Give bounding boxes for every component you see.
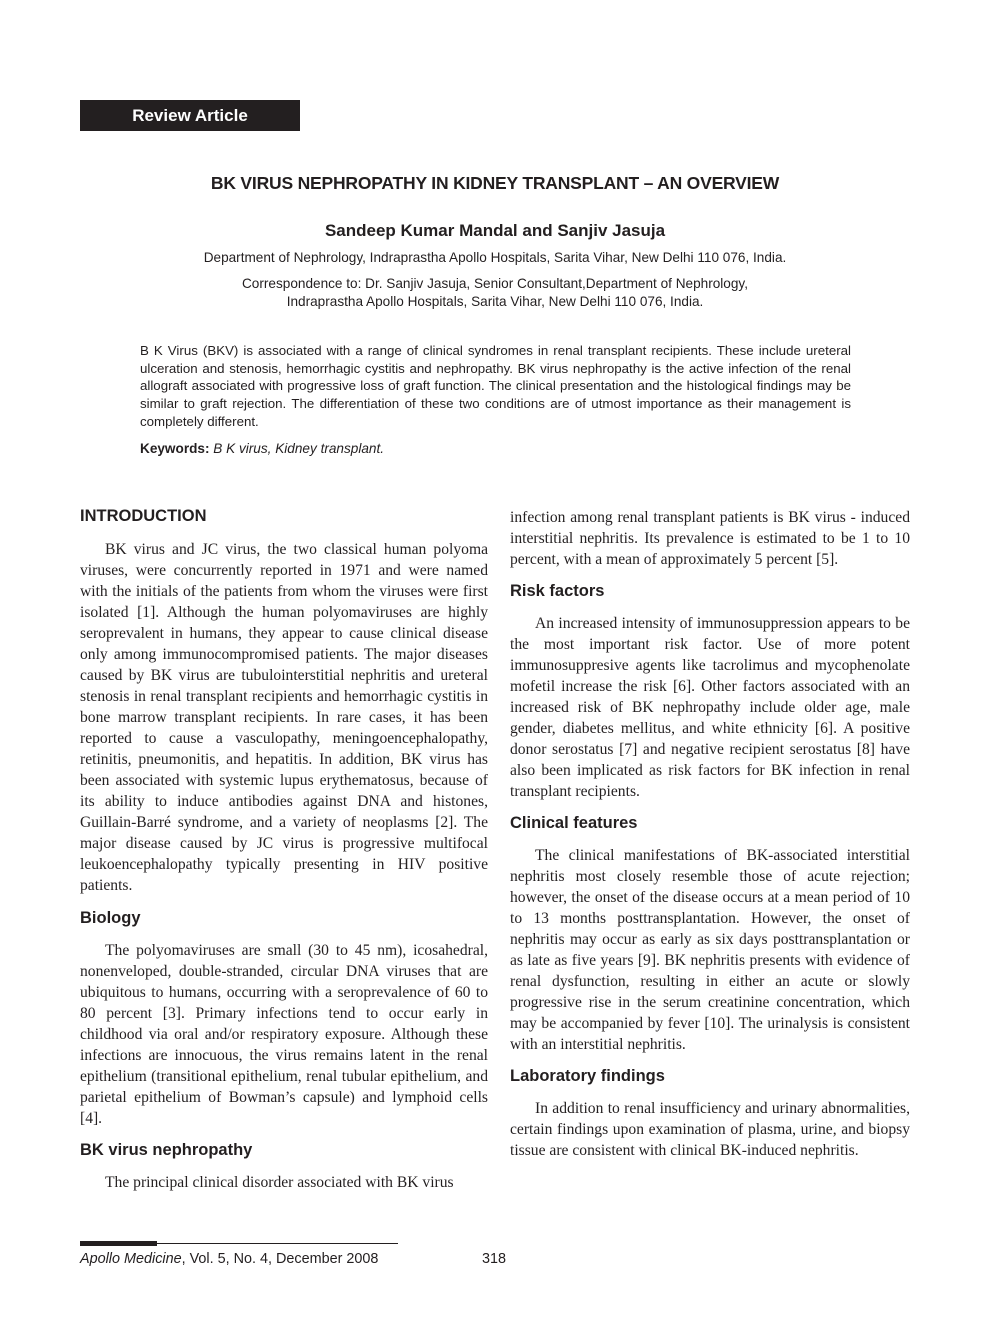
article-type-badge: Review Article — [80, 100, 300, 131]
journal-volume: , Vol. 5, No. 4, December 2008 — [181, 1251, 379, 1267]
section-heading-bk-nephropathy: BK virus nephropathy — [80, 1141, 253, 1159]
section-heading-clinical-features: Clinical features — [510, 814, 638, 832]
correspondence — [0, 275, 990, 311]
correspondence-line-1: Correspondence to: Dr. Sanjiv Jasuja, Senior Consultant,Department of Nephrology, — [241, 276, 748, 291]
risk-factors-text: An increased intensity of immunosuppression appears to be the most important risk factor. Use of more potent immunosuppresive agents like tacrolimus and mycophenolate mofetil increase the risk [6]. Other factors associated with an increased risk of BK nephropathy include older age, male gender, diabetes mellitus, and white ethnicity [6]. A positive donor serostatus [7] and negative recipient serostatus [8] have also been implicated as risk factors for BK infection in renal transplant recipients. — [510, 615, 910, 800]
bk-nephropathy-text: The principal clinical disorder associated with BK virus — [105, 1174, 454, 1191]
correspondence-line-2: Indraprastha Apollo Hospitals, Sarita Vihar, New Delhi 110 076, India. — [286, 294, 704, 309]
clinical-features-text: The clinical manifestations of BK-associated interstitial nephritis most closely resemble those of acute rejection; however, the onset of the disease occurs at a mean period of 10 to 13 months posttransplantation. However, the onset of nephritis may occur as early as six days posttransplantation or as late as five years [9]. BK nephritis presents with evidence of renal dysfunction, resulting in either an acute or slowly progressive rise in the serum creatinine concentration, which may be accompanied by fever [10]. The urinalysis is consistent with an interstitial nephritis. — [510, 847, 910, 1053]
right-column — [510, 507, 910, 1161]
section-heading-biology: Biology — [80, 909, 141, 927]
biology-text: The polyomaviruses are small (30 to 45 nm), icosahedral, nonenveloped, double-stranded, circular DNA viruses that are ubiquitous to humans, occurring with a seroprevalence of 60 to 80 percent [3]. Primary infections tend to occur early in childhood via oral and/or respiratory exposure. Although these infections are innocuous, the virus remains latent in the renal epithelium (transitional epithelium, renal tubular epithelium, and parietal epithelium of Bowman’s capsule) and lymphoid cells [4]. — [80, 942, 488, 1127]
footer-citation — [80, 1251, 378, 1267]
journal-name: Apollo Medicine — [80, 1251, 182, 1267]
keywords-label: Keywords: — [140, 441, 210, 456]
continuation-text: infection among renal transplant patients is BK virus - induced interstitial nephritis. Its prevalence is estimated to be 1 to 10 percent, with a mean of approximately 5 percent [5]. — [510, 509, 910, 568]
section-heading-risk-factors: Risk factors — [510, 582, 605, 600]
page-number: 318 — [482, 1251, 507, 1267]
abstract: B K Virus (BKV) is associated with a range of clinical syndromes in renal transplant recipients. These include ureteral ulceration and stenosis, hemorrhagic cystitis and nephropathy. BK virus nephropathy is the active infection of the renal allograft associated with progressive loss of graft function. The clinical presentation and the histological findings may be similar to graft rejection. The differentiation of these two conditions are of utmost importance as their management is completely different. — [140, 343, 851, 429]
footer-rule-accent — [80, 1241, 157, 1246]
laboratory-findings-text: In addition to renal insufficiency and urinary abnormalities, certain findings upon examination of plasma, urine, and biopsy tissue are consistent with clinical BK-induced nephritis. — [510, 1100, 910, 1159]
introduction-text: BK virus and JC virus, the two classical human polyoma viruses, were concurrently reported in 1971 and were named with the initials of the patients from whom the viruses were first isolated [1]. Although the human polyomaviruses are highly seroprevalent in humans, they appear to cause clinical disease only among immunocompromised patients. The major diseases caused by BK virus are tubulointerstitial nephritis and ureteral stenosis in renal transplant recipients and hemorrhagic cystitis in bone marrow transplant recipients. In rare cases, it has been reported to cause a vasculopathy, meningoencephalopathy, retinitis, pneumonitis, and hepatitis. In addition, BK virus has been associated with systemic lupus erythematosus, because of its ability to induce antibodies against DNA and histones, Guillain-Barré syndrome, and a variety of neoplasms [2]. The major disease caused by JC virus is progressive multifocal leukoencephalopathy typically presenting in HIV positive patients. — [80, 541, 488, 894]
keywords-value: B K virus, Kidney transplant. — [213, 441, 385, 456]
affiliation: Department of Nephrology, Indraprastha Apollo Hospitals, Sarita Vihar, New Delhi 110 076, India. — [203, 250, 787, 265]
keywords — [140, 441, 384, 456]
section-heading-introduction: INTRODUCTION — [80, 507, 207, 525]
authors: Sandeep Kumar Mandal and Sanjiv Jasuja — [324, 221, 666, 240]
article-title: BK VIRUS NEPHROPATHY IN KIDNEY TRANSPLANT – AN OVERVIEW — [210, 173, 780, 193]
section-heading-laboratory-findings: Laboratory findings — [510, 1067, 665, 1085]
left-column — [80, 505, 488, 1193]
